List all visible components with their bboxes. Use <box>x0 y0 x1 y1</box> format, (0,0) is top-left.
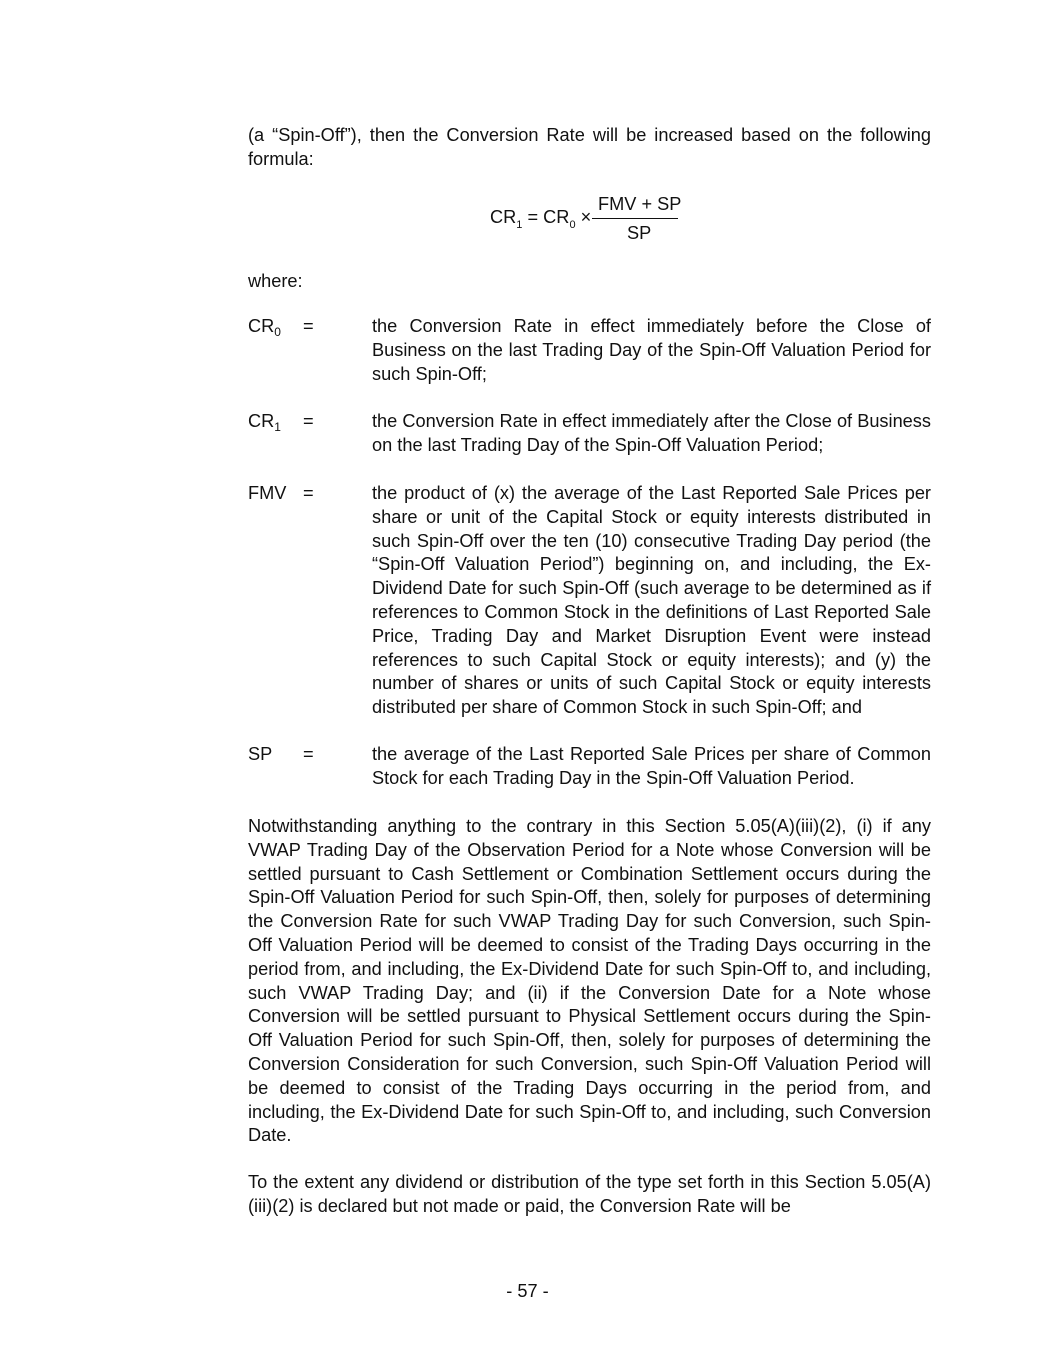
where-label: where: <box>248 271 303 291</box>
definition-term-base: CR <box>248 411 275 431</box>
formula-times: × <box>580 207 592 227</box>
definition-text: the Conversion Rate in effect immediately after the Close of Business on the last Trading Day of the Spin-Off Valuation Period; <box>372 411 931 455</box>
definition-equals: = <box>303 411 314 431</box>
definition-term-base: SP <box>248 744 273 764</box>
definition-term-subscript: 1 <box>274 420 281 434</box>
definition-text: the product of (x) the average of the Last Reported Sale Prices per share or unit of the Capital Stock or equity interests distributed in such Spin-Off over the ten (10) consecutive Trading Day period (the “Spin-Off Valuation Period”) beginning on, and including, the Ex-Dividend Date for such Spin-Off (such average to be determined as if references to Common Stock in the definitions of Last Reported Sale Price, Trading Day and Market Disruption Event were instead references to such Capital Stock or equity interests); and (y) the number of shares or units of such Capital Stock or equity interests distributed per share of Common Stock in such Spin-Off; and <box>372 483 931 718</box>
intro-paragraph: (a “Spin-Off”), then the Conversion Rate will be increased based on the following formula: <box>248 125 931 169</box>
formula-lhs <box>490 207 592 231</box>
notwithstanding-paragraph: Notwithstanding anything to the contrary in this Section 5.05(A)(iii)(2), (i) if any VWAP Trading Day of the Observation Period for a Note whose Conversion will be settled pursuant to Cash Settlement or Combination Settlement occurs during the Spin-Off Valuation Period for such Spin-Off, then, solely for purposes of determining the Conversion Rate for such VWAP Trading Day for such Conversion, such Spin-Off Valuation Period will be deemed to consist of the Trading Days occurring in the period from, and including, the Ex-Dividend Date for such Spin-Off to, and including, such VWAP Trading Day; and (ii) if the Conversion Date for a Note whose Conversion will be settled pursuant to Physical Settlement occurs during the Spin-Off Valuation Period for such Spin-Off, then, solely for purposes of determining the Conversion Consideration for such Conversion, such Spin-Off Valuation Period will be deemed to consist of the Trading Days occurring in the period from, and including, the Ex-Dividend Date for such Spin-Off to, and including, such Conversion Date. <box>248 816 931 1146</box>
fraction-bar <box>592 218 678 219</box>
formula-denominator: SP <box>627 223 652 243</box>
definition-equals: = <box>303 316 314 336</box>
definition-term-subscript: 0 <box>274 325 281 339</box>
definition-text: the average of the Last Reported Sale Prices per share of Common Stock for each Trading Day in the Spin-Off Valuation Period. <box>372 744 931 788</box>
formula-equals: = <box>527 207 539 227</box>
formula-lhs-subscript: 1 <box>516 219 523 231</box>
definition-term-base: CR <box>248 316 275 336</box>
formula-rhs-base: CR <box>543 207 570 227</box>
definition-equals: = <box>303 744 314 764</box>
definition-text: the Conversion Rate in effect immediately before the Close of Business on the last Trading Day of the Spin-Off Valuation Period for such Spin-Off; <box>372 316 931 384</box>
extent-paragraph: To the extent any dividend or distribution of the type set forth in this Section 5.05(A)(iii)(2) is declared but not made or paid, the Conversion Rate will be <box>248 1172 931 1216</box>
definition-equals: = <box>303 483 314 503</box>
conversion-rate-formula <box>490 193 690 249</box>
definition-term <box>248 482 308 506</box>
page-number: - 57 - <box>506 1281 549 1301</box>
definition-term-base: FMV <box>248 483 287 503</box>
definition-term <box>248 410 308 436</box>
definition-term <box>248 315 308 341</box>
formula-lhs-base: CR <box>490 207 517 227</box>
formula-numerator: FMV + SP <box>598 194 682 214</box>
definition-term <box>248 743 308 767</box>
formula-rhs-subscript: 0 <box>569 219 576 231</box>
